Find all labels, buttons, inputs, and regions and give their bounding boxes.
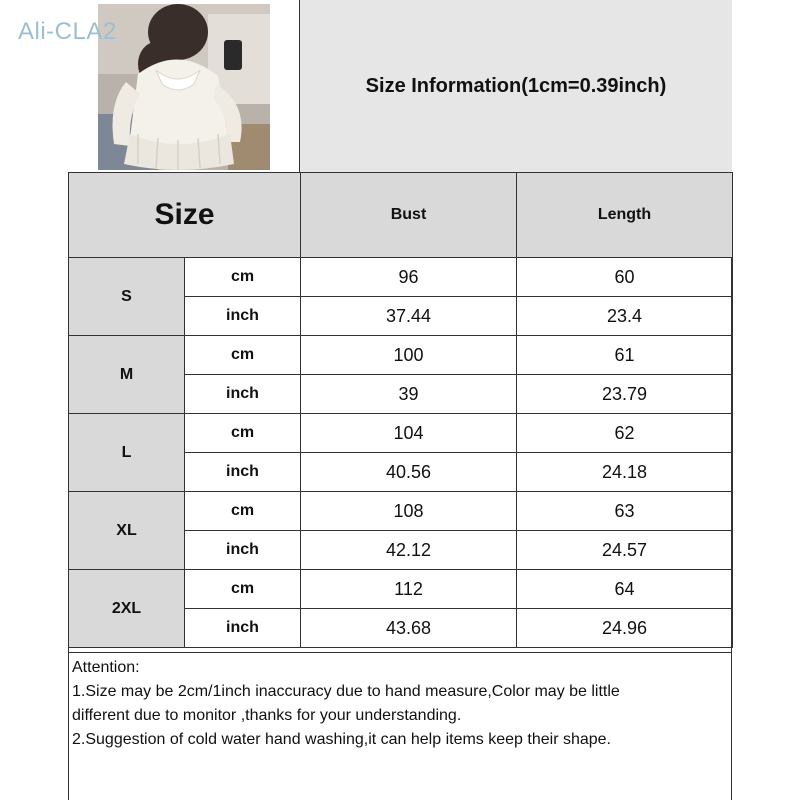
table-row [69,414,733,453]
unit-cm: cm [185,336,301,375]
length-inch: 24.18 [517,453,733,492]
bust-inch: 39 [301,375,517,414]
size-info-title: Size Information(1cm=0.39inch) [300,0,732,172]
unit-inch: inch [185,609,301,648]
size-name-m: M [69,336,185,414]
unit-cm: cm [185,414,301,453]
length-inch: 24.96 [517,609,733,648]
length-cm: 64 [517,570,733,609]
note-line-3: 2.Suggestion of cold water hand washing,it can help items keep their shape. [72,731,611,748]
unit-inch: inch [185,453,301,492]
bust-column-header: Bust [301,173,517,258]
unit-cm: cm [185,492,301,531]
table-row [69,570,733,609]
bust-cm: 108 [301,492,517,531]
bust-inch: 43.68 [301,609,517,648]
length-cm: 61 [517,336,733,375]
length-inch: 23.79 [517,375,733,414]
bust-cm: 96 [301,258,517,297]
length-inch: 23.4 [517,297,733,336]
attention-notes [68,652,732,800]
bust-inch: 37.44 [301,297,517,336]
bust-inch: 42.12 [301,531,517,570]
length-cm: 62 [517,414,733,453]
product-photo-icon [98,4,270,170]
bust-cm: 100 [301,336,517,375]
size-column-header: Size [69,173,301,258]
table-row [69,258,733,297]
unit-cm: cm [185,570,301,609]
bust-cm: 104 [301,414,517,453]
size-name-s: S [69,258,185,336]
unit-inch: inch [185,531,301,570]
note-line-2: different due to monitor ,thanks for your understanding. [72,707,462,724]
attention-heading: Attention: [72,659,140,676]
size-table [68,172,733,648]
unit-inch: inch [185,297,301,336]
watermark: Ali-CLA2 [18,18,117,45]
length-column-header: Length [517,173,733,258]
unit-inch: inch [185,375,301,414]
product-photo [98,4,270,170]
size-name-l: L [69,414,185,492]
unit-cm: cm [185,258,301,297]
bust-inch: 40.56 [301,453,517,492]
size-name-xl: XL [69,492,185,570]
length-inch: 24.57 [517,531,733,570]
length-cm: 60 [517,258,733,297]
bust-cm: 112 [301,570,517,609]
note-line-1: 1.Size may be 2cm/1inch inaccuracy due to hand measure,Color may be little [72,683,620,700]
table-row [69,492,733,531]
size-name-2xl: 2XL [69,570,185,648]
length-cm: 63 [517,492,733,531]
table-header-row [69,173,733,258]
table-row [69,336,733,375]
